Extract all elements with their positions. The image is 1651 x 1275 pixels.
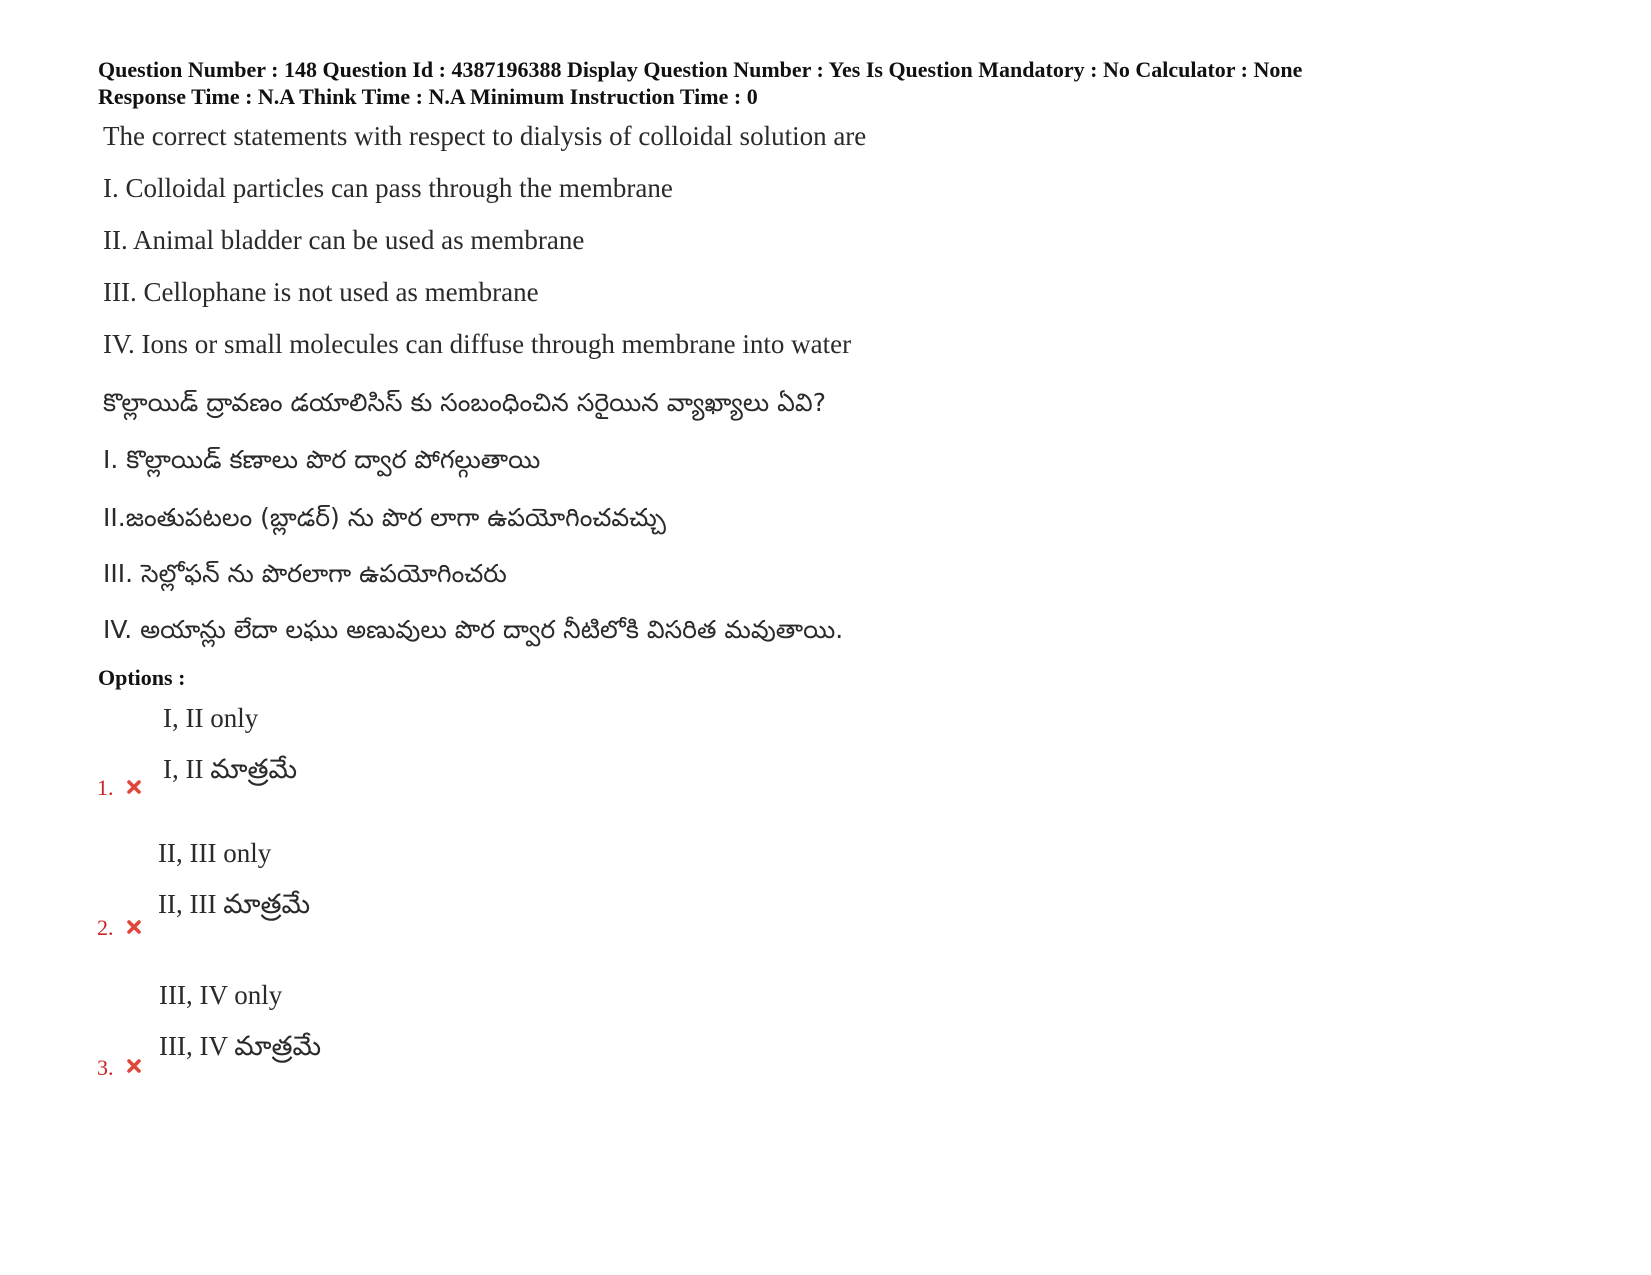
option-3-en: III, IV only xyxy=(159,980,283,1010)
cross-icon xyxy=(126,919,142,935)
question-stem-te: కొల్లాయిడ్ ద్రావణం డయాలిసిస్ కు సంబంధించిన సరైయిన వ్యాఖ్యాలు ఏవి? xyxy=(103,388,826,417)
option-2-te: II, III మాత్రమే xyxy=(158,889,311,919)
option-3-te: III, IV మాత్రమే xyxy=(159,1031,322,1061)
question-meta-line-1: Question Number : 148 Question Id : 4387196388 Display Question Number : Yes Is Question Mandatory : No Calculator : None xyxy=(98,57,1303,82)
statement-en-1: I. Colloidal particles can pass through the membrane xyxy=(103,173,673,203)
statement-te-3: III. సెల్లోఫన్ ను పొరలాగా ఉపయోగించరు xyxy=(103,559,507,588)
statement-te-2: II.జంతుపటలం (బ్లాడర్) ను పొర లాగా ఉపయోగించవచ్చు xyxy=(103,503,666,532)
option-3-number: 3. xyxy=(97,1055,114,1080)
option-2-en: II, III only xyxy=(158,838,272,868)
statement-en-4: IV. Ions or small molecules can diffuse through membrane into water xyxy=(103,329,852,359)
question-stem-en: The correct statements with respect to dialysis of colloidal solution are xyxy=(103,121,867,151)
cross-icon xyxy=(126,779,142,795)
options-label: Options : xyxy=(98,665,186,690)
cross-icon xyxy=(126,1058,142,1074)
option-2-number: 2. xyxy=(97,915,114,940)
option-1-en: I, II only xyxy=(163,703,259,733)
statement-te-1: I. కొల్లాయిడ్ కణాలు పొర ద్వార పోగల్గుతాయి xyxy=(103,445,541,474)
option-1-number: 1. xyxy=(97,775,114,800)
statement-en-3: III. Cellophane is not used as membrane xyxy=(103,277,539,307)
statement-te-4: IV. అయాన్లు లేదా లఘు అణువులు పొర ద్వార నీటిలోకి విసరిత మవుతాయి. xyxy=(103,615,844,644)
statement-en-2: II. Animal bladder can be used as membrane xyxy=(103,225,585,255)
option-1-te: I, II మాత్రమే xyxy=(163,754,298,784)
question-meta-line-2: Response Time : N.A Think Time : N.A Minimum Instruction Time : 0 xyxy=(98,84,758,109)
